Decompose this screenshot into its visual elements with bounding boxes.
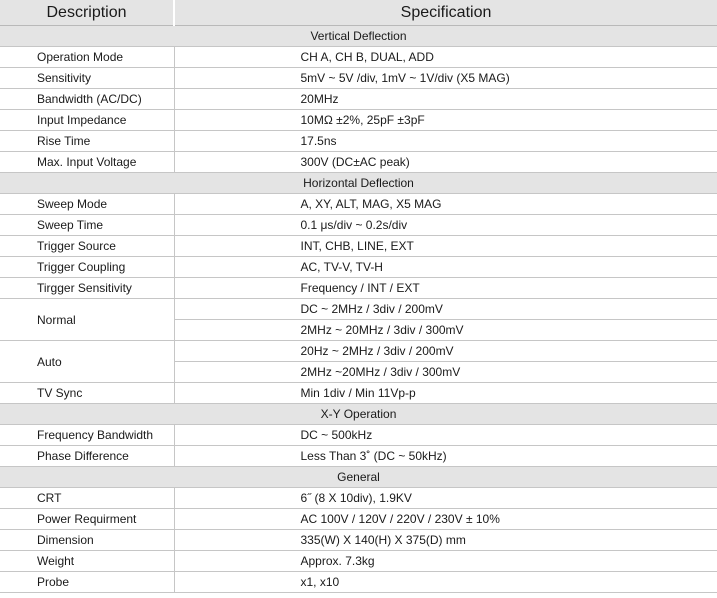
table-row [0,89,717,110]
header-description: Description [0,0,174,26]
table-row [0,488,717,509]
row-label: Power Requirment [0,509,174,530]
row-label: Weight [0,551,174,572]
row-value: CH A, CH B, DUAL, ADD [174,47,717,68]
section-title: General [0,467,717,488]
row-value: x1, x10 [174,572,717,593]
row-label: Auto [0,341,174,383]
table-row [0,551,717,572]
row-value: 20Hz ~ 2MHz / 3div / 200mV [174,341,717,362]
row-value: DC ~ 2MHz / 3div / 200mV [174,299,717,320]
table-row [0,341,717,362]
table-row [0,68,717,89]
section-row [0,173,717,194]
header-specification: Specification [174,0,717,26]
row-value: 0.1 μs/div ~ 0.2s/div [174,215,717,236]
row-value: 20MHz [174,89,717,110]
table-row [0,110,717,131]
row-label: Dimension [0,530,174,551]
row-value: 6˝ (8 X 10div), 1.9KV [174,488,717,509]
row-label: Trigger Coupling [0,257,174,278]
row-value: A, XY, ALT, MAG, X5 MAG [174,194,717,215]
row-value: Min 1div / Min 11Vp-p [174,383,717,404]
table-row [0,194,717,215]
section-title: Vertical Deflection [0,26,717,47]
row-label: Rise Time [0,131,174,152]
row-label: Bandwidth (AC/DC) [0,89,174,110]
table-row [0,131,717,152]
row-value: 5mV ~ 5V /div, 1mV ~ 1V/div (X5 MAG) [174,68,717,89]
row-label: Phase Difference [0,446,174,467]
table-row [0,278,717,299]
row-label: Input Impedance [0,110,174,131]
row-value: 2MHz ~20MHz / 3div / 300mV [174,362,717,383]
row-value: Approx. 7.3kg [174,551,717,572]
row-label: Trigger Source [0,236,174,257]
row-label: Max. Input Voltage [0,152,174,173]
spec-body [0,26,717,593]
row-label: Normal [0,299,174,341]
table-row [0,299,717,320]
section-row [0,467,717,488]
row-value: DC ~ 500kHz [174,425,717,446]
row-label: Tirgger Sensitivity [0,278,174,299]
row-value: Less Than 3˚ (DC ~ 50kHz) [174,446,717,467]
header-row [0,0,717,26]
row-value: 2MHz ~ 20MHz / 3div / 300mV [174,320,717,341]
section-row [0,404,717,425]
row-label: TV Sync [0,383,174,404]
section-row [0,26,717,47]
row-label: CRT [0,488,174,509]
row-value: INT, CHB, LINE, EXT [174,236,717,257]
table-row [0,47,717,68]
row-value: 10MΩ ±2%, 25pF ±3pF [174,110,717,131]
row-label: Frequency Bandwidth [0,425,174,446]
row-value: 300V (DC±AC peak) [174,152,717,173]
row-value: AC 100V / 120V / 220V / 230V ± 10% [174,509,717,530]
table-row [0,572,717,593]
table-row [0,152,717,173]
table-row [0,530,717,551]
row-label: Sweep Time [0,215,174,236]
row-value: Frequency / INT / EXT [174,278,717,299]
row-label: Operation Mode [0,47,174,68]
section-title: Horizontal Deflection [0,173,717,194]
table-row [0,509,717,530]
row-value: 335(W) X 140(H) X 375(D) mm [174,530,717,551]
table-row [0,236,717,257]
section-title: X-Y Operation [0,404,717,425]
row-label: Sweep Mode [0,194,174,215]
table-row [0,215,717,236]
row-label: Probe [0,572,174,593]
row-label: Sensitivity [0,68,174,89]
row-value: AC, TV-V, TV-H [174,257,717,278]
table-row [0,257,717,278]
row-value: 17.5ns [174,131,717,152]
table-row [0,383,717,404]
table-row [0,425,717,446]
table-row [0,446,717,467]
